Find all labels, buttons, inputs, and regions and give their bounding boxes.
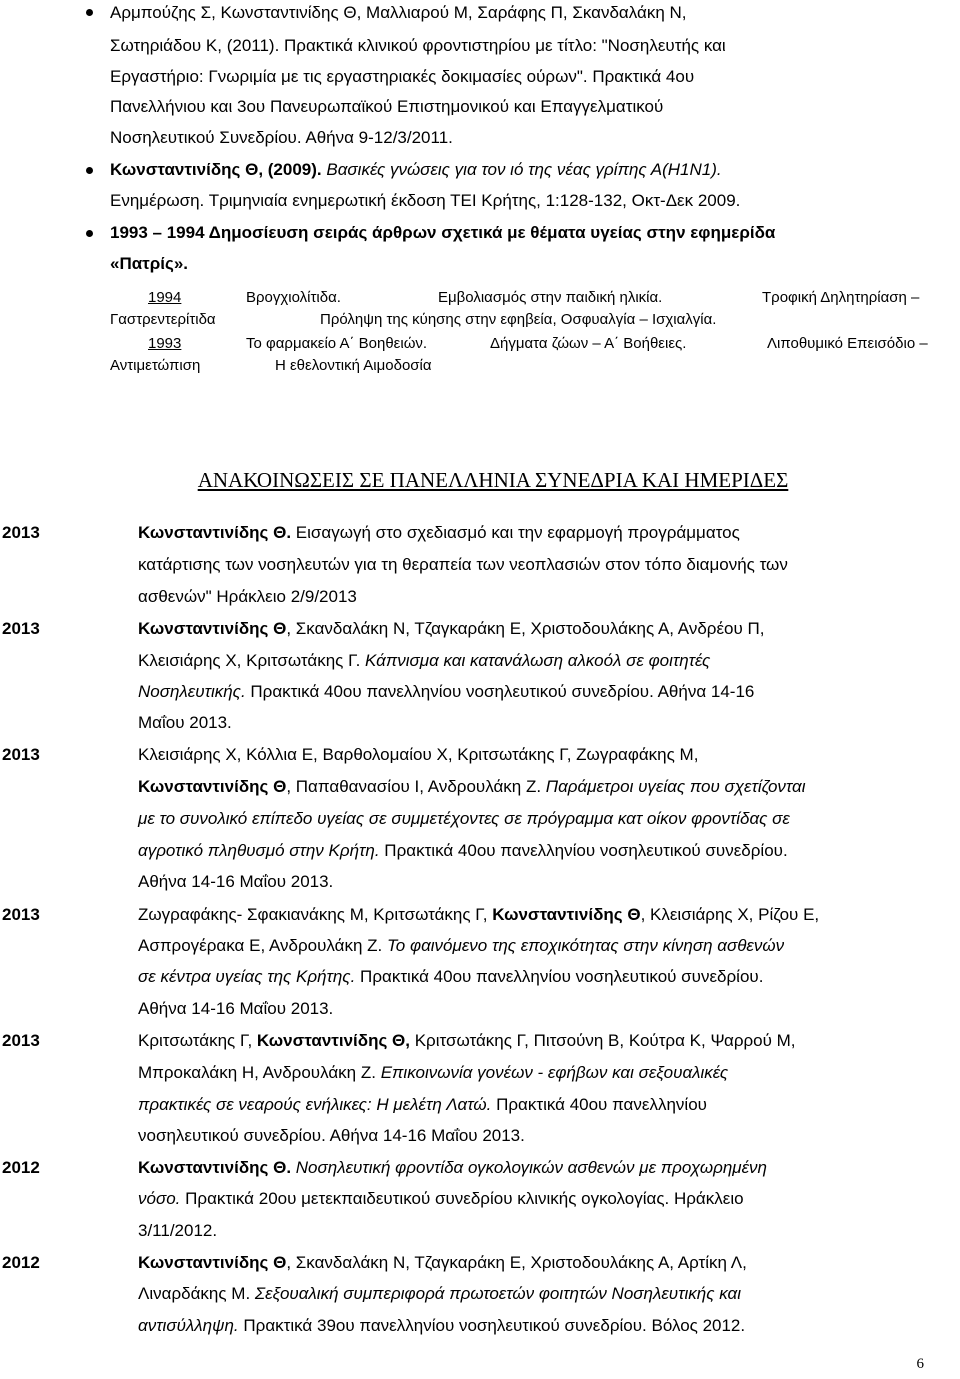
entry-line (138, 840, 788, 862)
entry-line (138, 618, 765, 640)
entry-line: Αθήνα 14-16 Μαΐου 2013. (138, 872, 334, 891)
article-title: Γαστρεντερίτιδα (110, 311, 216, 328)
article-title: Το φαρμακείο Α΄ Βοηθειών. (246, 335, 428, 352)
article-year: 1994 (148, 289, 182, 306)
entry-text: Μπροκαλάκη Η, Ανδρουλάκη Ζ. (138, 1063, 376, 1082)
article-title: Εμβολιασμός στην παιδική ηλικία. (438, 289, 663, 306)
entry-text: Κλεισιάρης Χ, Κριτσωτάκης Γ. (138, 651, 361, 670)
entry-text: Λιναρδάκης Μ. (138, 1284, 251, 1303)
entry-line (138, 1030, 796, 1052)
paper-title: Επικοινωνία γονέων - εφήβων και σεξουαλικές (380, 1063, 729, 1082)
article-title: Δήγματα ζώων – Α΄ Βοήθειες. (490, 335, 687, 352)
author-name: Κωνσταντινίδης Θ (138, 1253, 287, 1272)
article-title: Λιποθυμικό Επεισόδιο – (767, 335, 928, 352)
author-name: Κωνσταντινίδης Θ (138, 777, 287, 796)
article-row (148, 333, 181, 355)
entry-text: Πρακτικά 39ου πανελληνίου νοσηλευτικού συνεδρίου. Βόλος 2012. (243, 1316, 746, 1335)
entry-line: Αθήνα 14-16 Μαΐου 2013. (138, 999, 334, 1018)
article-title: Αντιμετώπιση (110, 357, 201, 374)
bullet (86, 167, 93, 174)
paper-title: αγροτικό πληθυσμό στην Κρήτη. (138, 841, 380, 860)
section-heading: ΑΝΑΚΟΙΝΩΣΕΙΣ ΣΕ ΠΑΝΕΛΛΗΝΙΑ ΣΥΝΕΔΡΙΑ ΚΑΙ ΗΜΕΡΙΔΕΣ (197, 468, 789, 492)
paper-title: Παράμετροι υγείας που σχετίζονται (545, 777, 806, 796)
entry-year: 2012 (2, 1158, 40, 1177)
article-title: Βρογχιολίτιδα. (246, 289, 341, 306)
author-name: Κωνσταντινίδης Θ, (256, 1031, 410, 1050)
publication-line (110, 159, 722, 181)
entry-line (138, 681, 754, 703)
entry-line (138, 1094, 707, 1116)
author-name: Κωνσταντινίδης Θ. (138, 1158, 292, 1177)
article-title: Τροφική Δηλητηρίαση – (762, 289, 920, 306)
publication-line: Ενημέρωση. Τριμηνιαία ενημερωτική έκδοση ΤΕΙ Κρήτης, 1:128-132, Οκτ-Δεκ 2009. (110, 191, 741, 210)
entry-text: Πρακτικά 40ου πανελληνίου νοσηλευτικού συνεδρίου. Αθήνα 14-16 (250, 682, 755, 701)
publication-line: «Πατρίς». (110, 254, 189, 273)
entry-text: Ζωγραφάκης- Σφακιανάκης Μ, Κριτσωτάκης Γ, (138, 905, 488, 924)
entry-line (138, 1252, 747, 1274)
bullet (86, 9, 93, 16)
entry-line (138, 776, 806, 798)
article-title: Η εθελοντική Αιμοδοσία (275, 357, 432, 374)
entry-year: 2013 (2, 745, 40, 764)
author-name: Κωνσταντινίδης Θ (492, 905, 641, 924)
paper-title: Νοσηλευτική φροντίδα ογκολογικών ασθενών με προχωρημένη (295, 1158, 767, 1177)
paper-title: Το φαινόμενο της εποχικότητας στην κίνηση ασθενών (386, 936, 785, 955)
paper-title: Κάπνισμα και κατανάλωση αλκοόλ σε φοιτητές (365, 651, 711, 670)
publication-line: Σωτηριάδου Κ, (2011). Πρακτικά κλινικού φροντιστηρίου με τίτλο: "Νοσηλευτής και (110, 36, 726, 55)
entry-line (138, 1283, 741, 1305)
publication-line: 1993 – 1994 Δημοσίευση σειράς άρθρων σχετικά με θέματα υγείας στην εφημερίδα (110, 223, 776, 242)
entry-year: 2013 (2, 905, 40, 924)
entry-year: 2013 (2, 619, 40, 638)
publication-line: Νοσηλευτικού Συνεδρίου. Αθήνα 9-12/3/2011. (110, 128, 453, 147)
entry-text: Πρακτικά 40ου πανελληνίου νοσηλευτικού συνεδρίου. (360, 967, 764, 986)
author-name: Κωνσταντινίδης Θ. (138, 523, 292, 542)
entry-line: ασθενών" Ηράκλειο 2/9/2013 (138, 587, 357, 606)
paper-title: Νοσηλευτικής. (138, 682, 246, 701)
entry-text: Κριτσωτάκης Γ, (138, 1031, 253, 1050)
entry-line (138, 935, 784, 957)
entry-line (138, 966, 763, 988)
entry-line: με το συνολικό επίπεδο υγείας σε συμμετέχοντες σε πρόγραμμα κατ οίκον φροντίδας σε (138, 809, 790, 828)
entry-text: Πρακτικά 40ου πανελληνίου (496, 1095, 707, 1114)
entry-line (138, 1157, 767, 1179)
paper-title: σε κέντρα υγείας της Κρήτης. (138, 967, 356, 986)
entry-line: κατάρτισης των νοσηλευτών για τη θεραπεία των νεοπλασιών στον τόπο διαμονής των (138, 555, 788, 574)
paper-title: πρακτικές σε νεαρούς ενήλικες: Η μελέτη Λατώ. (138, 1095, 492, 1114)
article-title: Πρόληψη της κύησης στην εφηβεία, Οσφυαλγία – Ισχιαλγία. (320, 311, 717, 328)
entry-text: Ασπρογέρακα Ε, Ανδρουλάκη Ζ. (138, 936, 383, 955)
paper-title: νόσο. (138, 1189, 181, 1208)
publication-title: Βασικές γνώσεις για τον ιό της νέας γρίπης Α(Η1Ν1). (326, 160, 722, 179)
paper-title: Σεξουαλική συμπεριφορά πρωτοετών φοιτητών Νοσηλευτικής και (254, 1284, 741, 1303)
entry-text: , Παπαθανασίου Ι, Ανδρουλάκη Ζ. (286, 777, 542, 796)
entry-line: Μαΐου 2013. (138, 713, 232, 732)
page-number: 6 (916, 1356, 924, 1372)
entry-year: 2012 (2, 1253, 40, 1272)
entry-line (138, 904, 819, 926)
article-row (148, 287, 181, 309)
entry-line: Κλεισιάρης Χ, Κόλλια Ε, Βαρθολομαίου Χ, Κριτσωτάκης Γ, Ζωγραφάκης Μ, (138, 745, 699, 764)
entry-year: 2013 (2, 523, 40, 542)
entry-line (138, 1188, 744, 1210)
entry-year: 2013 (2, 1031, 40, 1050)
publication-line: Εργαστήριο: Γνωριμία με τις εργαστηριακές δοκιμασίες ούρων". Πρακτικά 4ου (110, 67, 695, 86)
article-year: 1993 (148, 335, 182, 352)
entry-line: νοσηλευτικού συνεδρίου. Αθήνα 14-16 Μαΐου 2013. (138, 1126, 525, 1145)
publication-line: Πανελλήνιου και 3ου Πανευρωπαϊκού Επιστημονικού και Επαγγελματικού (110, 97, 664, 116)
publication-line: Αρμπούζης Σ, Κωνσταντινίδης Θ, Μαλλιαρού Μ, Σαράφης Π, Σκανδαλάκη Ν, (110, 3, 687, 22)
paper-title: αντισύλληψη. (138, 1316, 239, 1335)
author-name: Κωνσταντινίδης Θ, (2009). (110, 160, 322, 179)
entry-text: , Σκανδαλάκη Ν, Τζαγκαράκη Ε, Χριστοδουλάκης Α, Ανδρέου Π, (286, 619, 765, 638)
entry-line (138, 650, 710, 672)
author-name: Κωνσταντινίδης Θ (138, 619, 287, 638)
entry-text: , Κλεισιάρης Χ, Ρίζου Ε, (640, 905, 820, 924)
entry-line: 3/11/2012. (138, 1221, 218, 1240)
entry-line (138, 1062, 728, 1084)
entry-text: Κριτσωτάκης Γ, Πιτσούνη Β, Κούτρα Κ, Ψαρρού Μ, (414, 1031, 796, 1050)
bullet (86, 230, 93, 237)
entry-text: , Σκανδαλάκη Ν, Τζαγκαράκη Ε, Χριστοδουλάκης Α, Αρτίκη Λ, (286, 1253, 747, 1272)
entry-line (138, 522, 740, 544)
entry-line (138, 1315, 745, 1337)
entry-text: Πρακτικά 40ου πανελληνίου νοσηλευτικού συνεδρίου. (384, 841, 788, 860)
entry-text: Πρακτικά 20ου μετεκπαιδευτικού συνεδρίου κλινικής ογκολογίας. Ηράκλειο (185, 1189, 744, 1208)
entry-text: Εισαγωγή στο σχεδιασμό και την εφαρμογή προγράμματος (295, 523, 740, 542)
